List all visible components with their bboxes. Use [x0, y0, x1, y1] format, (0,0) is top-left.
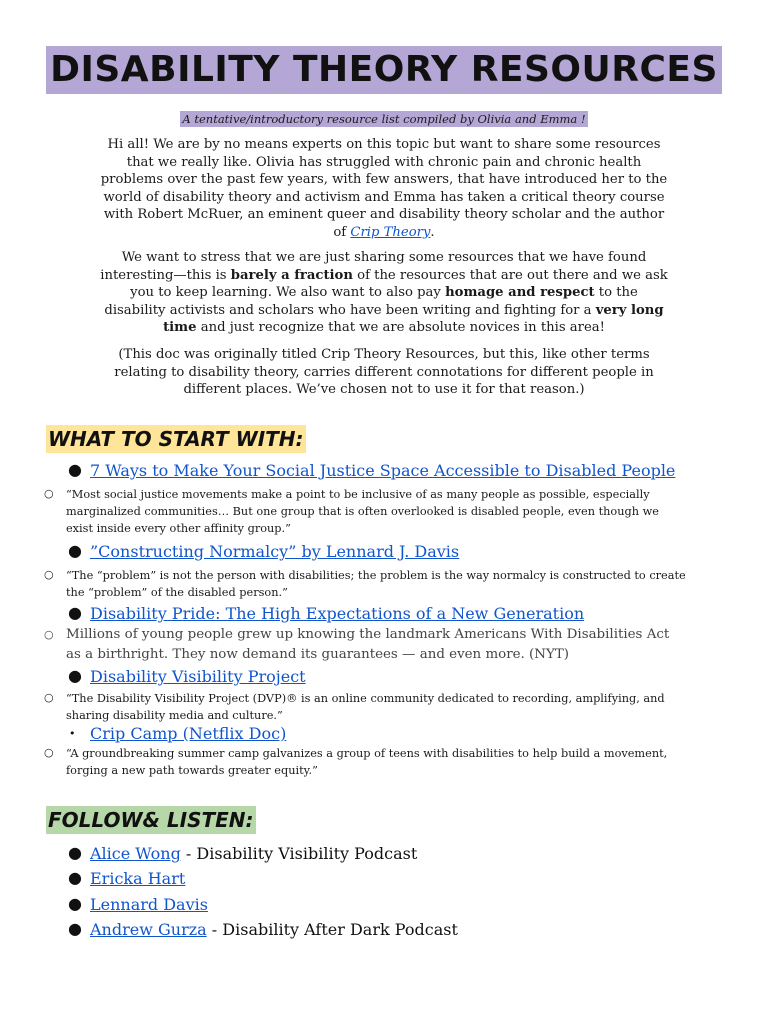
intro-text: and just recognize that we are absolute novices in this area! — [196, 320, 605, 336]
intro-end: . — [430, 224, 435, 240]
bullet-icon: ● — [68, 843, 82, 862]
quote-text: “A groundbreaking summer camp galvanizes a group of teens with disabilities to help build a movement, forging a new path towards greater equity.” — [66, 747, 668, 778]
bullet-icon: ● — [68, 919, 82, 938]
quote-text: Millions of young people grew up knowing the landmark Americans With Disabilities Act as a birthright. They now demand its guarantees — and even more. (NYT) — [66, 627, 670, 662]
person-description: - Disability After Dark Podcast — [206, 920, 458, 939]
bullet-icon: ● — [68, 541, 82, 560]
follow-section-heading: FOLLOW& LISTEN: — [48, 808, 254, 832]
quote-text: “The Disability Visibility Project (DVP)® is an online community dedicated to recording, amplifying, and sharing disability media and culture.” — [66, 692, 665, 723]
emphasis-text: very long time — [163, 302, 664, 336]
circle-bullet-icon: ○ — [44, 628, 54, 641]
quote-text: “The “problem” is not the person with disabilities; the problem is the way normalcy is constructed to create the “problem” of the disabled person.” — [66, 569, 686, 600]
bullet-icon: ● — [68, 460, 82, 479]
resource-link[interactable]: Disability Visibility Project — [90, 667, 306, 686]
circle-bullet-icon: ○ — [44, 746, 54, 759]
person-link[interactable]: Andrew Gurza — [90, 920, 207, 939]
resource-quote — [44, 745, 686, 779]
emphasis-text: barely a fraction — [230, 267, 353, 283]
person-description: - Disability Visibility Podcast — [180, 844, 418, 863]
person-link[interactable]: Alice Wong — [90, 844, 181, 863]
person-link[interactable]: Lennard Davis — [90, 895, 208, 914]
intro-text: We want to stress that we are just sharing some resources that we have found interesting—this is — [100, 250, 647, 283]
resource-quote — [44, 625, 686, 664]
start-section-heading: WHAT TO START WITH: — [48, 427, 304, 451]
crip-theory-link[interactable]: Crip Theory — [350, 224, 431, 240]
resource-quote — [44, 690, 686, 724]
resource-link[interactable]: 7 Ways to Make Your Social Justice Space Accessible to Disabled People — [90, 461, 676, 480]
bullet-icon: ● — [68, 894, 82, 913]
intro-text: of the resources that are out there and we ask you to keep learning. We also want to also pay — [130, 267, 668, 301]
quote-text: “Most social justice movements make a point to be inclusive of as many people as possible, especially marginalized communities… But one group that is often overlooked is disabled people, even though we exist inside every other affinity group.” — [66, 488, 659, 536]
intro-paragraph-3: (This doc was originally titled Crip Theory Resources, but this, like other terms relating to disability theory, carries different connotations for different people in different places. We’ve chosen not to use it for that reason.) — [114, 347, 654, 398]
circle-bullet-icon: ○ — [44, 691, 54, 704]
intro-text: to the disability activists and scholars who have been writing and fighting for a — [104, 285, 638, 318]
person-link[interactable]: Ericka Hart — [90, 869, 186, 888]
small-bullet-icon: • — [69, 727, 76, 740]
intro-paragraph-1 — [100, 136, 668, 242]
intro-paragraph-2 — [100, 249, 668, 337]
bullet-icon: ● — [68, 666, 82, 685]
page-title: DISABILITY THEORY RESOURCES — [46, 46, 722, 94]
bullet-icon: ● — [68, 868, 82, 887]
resource-link[interactable]: Crip Camp (Netflix Doc) — [90, 724, 287, 743]
resource-link[interactable]: ”Constructing Normalcy” by Lennard J. Davis — [90, 542, 460, 561]
resource-quote — [44, 486, 686, 538]
circle-bullet-icon: ○ — [44, 568, 54, 581]
circle-bullet-icon: ○ — [44, 487, 54, 500]
resource-quote — [44, 567, 686, 601]
page-subtitle: A tentative/introductory resource list compiled by Olivia and Emma ! — [182, 112, 586, 126]
emphasis-text: homage and respect — [445, 285, 595, 301]
bullet-icon: ● — [68, 603, 82, 622]
resource-link[interactable]: Disability Pride: The High Expectations of a New Generation — [90, 604, 585, 623]
intro-text: Hi all! We are by no means experts on this topic but want to share some resources that we really like. Olivia has struggled with chronic pain and chronic health problems over the past few years, with few answers, that have introduced her to the world of disability theory and activism and Emma has taken a critical theory course with Robert McRuer, an eminent queer and disability theory scholar and the author of — [100, 137, 668, 240]
